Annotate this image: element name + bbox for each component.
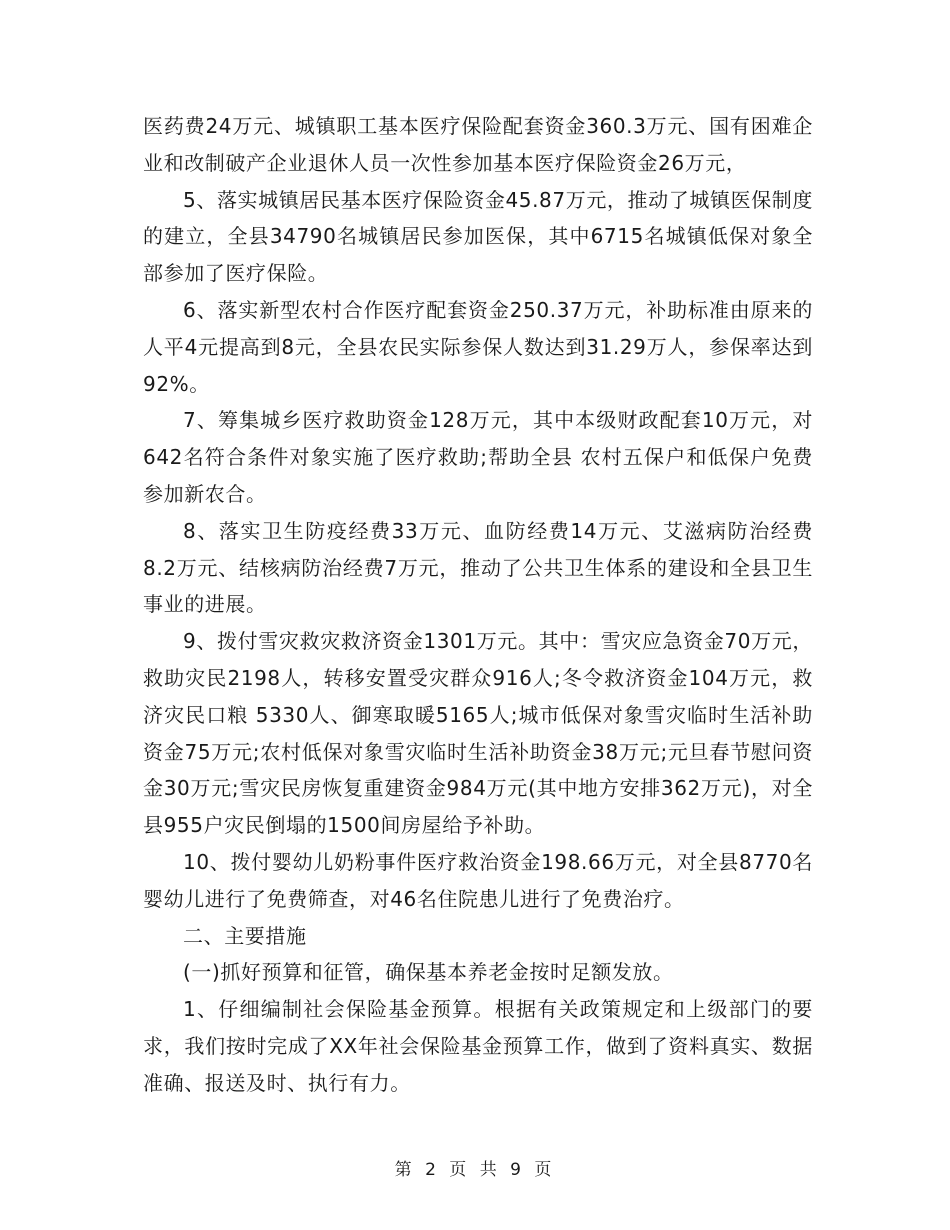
section-heading-measures: 二、主要措施 [183,923,307,948]
paragraph-item-9: 9、拨付雪灾救灾救济资金1301万元。其中：雪灾应急资金70万元，救助灾民2198人，转移安置受灾群众916人;冬令救济资金104万元，救济灾民口粮 5330人、御寒取暖5165人;城市低保对象雪灾临时生活补助资金75万元;农村低保对象雪灾临时生活补助资金38万元;元旦春节慰问资金30万元;雪灾民房恢复重建资金984万元(其中地方安排362万元)，对全县955户灾民倒塌的1500间房屋给予补助。 [143,629,813,838]
paragraph-item-10: 10、拨付婴幼儿奶粉事件医疗救治资金198.66万元，对全县8770名婴幼儿进行了免费筛查，对46名住院患儿进行了免费治疗。 [143,849,813,911]
subsection-heading-1: (一)抓好预算和征管，确保基本养老金按时足额发放。 [183,960,674,985]
paragraph-measure-1: 1、仔细编制社会保险基金预算。根据有关政策规定和上级部门的要求，我们按时完成了XX年社会保险基金预算工作，做到了资料真实、数据准确、报送及时、执行有力。 [143,997,813,1095]
body-text [143,108,813,1102]
paragraph-item-6: 6、落实新型农村合作医疗配套资金250.37万元，补助标准由原来的人平4元提高到8元，全县农民实际参保人数达到31.29万人，参保率达到92%。 [143,297,813,396]
page-footer: 第 2 页 共 9 页 [394,1160,556,1180]
paragraph-item-7: 7、筹集城乡医疗救助资金128万元，其中本级财政配套10万元，对642名符合条件对象实施了医疗救助;帮助全县 农村五保户和低保户免费参加新农合。 [143,408,813,506]
paragraph-continuation: 医药费24万元、城镇职工基本医疗保险配套资金360.3万元、国有困难企业和改制破产企业退休人员一次性参加基本医疗保险资金26万元， [143,114,813,175]
paragraph-item-8: 8、落实卫生防疫经费33万元、血防经费14万元、艾滋病防治经费8.2万元、结核病防治经费7万元，推动了公共卫生体系的建设和全县卫生事业的进展。 [143,518,813,617]
paragraph-item-5: 5、落实城镇居民基本医疗保险资金45.87万元，推动了城镇医保制度的建立，全县34790名城镇居民参加医保，其中6715名城镇低保对象全部参加了医疗保险。 [143,187,813,286]
